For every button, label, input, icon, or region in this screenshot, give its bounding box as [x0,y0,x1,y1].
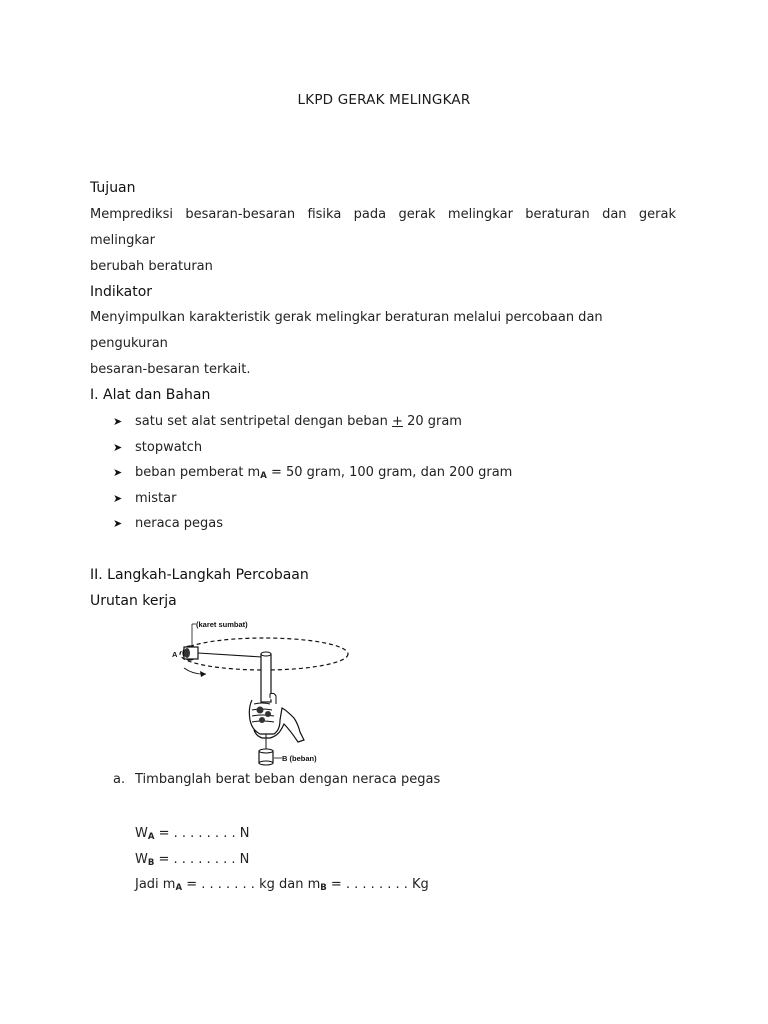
plus-minus-symbol: + [392,414,403,429]
list-item: ➤ satu set alat sentripetal dengan beban + 20 gram [113,409,512,435]
list-item: ➤ neraca pegas [113,511,512,537]
formula-wb: $W_B$ = . . . . . . . . N [135,852,250,868]
formula-jadi: Jadi $m_A$ = . . . . . . . kg dan $m_B$ = . . . . . . . . Kg [135,877,429,893]
indikator-heading: Indikator [90,284,153,300]
string-line [198,653,262,657]
alat-bahan-heading: I. Alat dan Bahan [90,387,211,403]
hand-illustration [249,693,304,742]
indikator-line-2: besaran-besaran terkait. [90,362,251,377]
arrow-bullet-icon: ➤ [113,491,123,505]
label-a: A [172,650,178,659]
motion-arrowhead [200,671,206,677]
document-title: LKPD GERAK MELINGKAR [297,92,471,108]
arrow-bullet-icon: ➤ [113,517,123,530]
alat-bahan-list [113,409,512,537]
step-text: Timbanglah berat beban dengan neraca pegas [135,772,441,787]
indikator-paragraph [90,305,676,383]
centripetal-apparatus-figure [170,612,356,772]
hanging-weight [259,749,273,765]
urutan-kerja-subheading: Urutan kerja [90,593,177,609]
label-beban: B (beban) [282,754,317,763]
tujuan-line-2: berubah beraturan [90,259,213,274]
tujuan-line-1: Memprediksi besaran-besaran fisika pada gerak melingkar beraturan dan gerak melingkar [90,207,676,248]
langkah-heading: II. Langkah-Langkah Percobaan [90,567,309,583]
label-karet-sumbat: (karet sumbat) [196,620,248,629]
formula-wa: $W_A$ = . . . . . . . . N [135,826,250,842]
list-item: ➤ beban pemberat $m_A = 50$ gram, 100 gram, dan 200 gram [113,460,512,486]
list-item: ➤ mistar [113,486,512,512]
step-label: a. [113,772,126,787]
tujuan-paragraph [90,202,676,280]
indikator-line-1: Menyimpulkan karakteristik gerak melingkar beraturan melalui percobaan dan pengukuran [90,310,603,351]
rubber-stopper [183,646,198,660]
tujuan-heading: Tujuan [90,180,136,196]
arrow-bullet-icon: ➤ [113,440,123,454]
arrow-bullet-icon: ➤ [113,415,123,428]
list-item: ➤ stopwatch [113,435,512,461]
arrow-bullet-icon: ➤ [113,466,123,479]
